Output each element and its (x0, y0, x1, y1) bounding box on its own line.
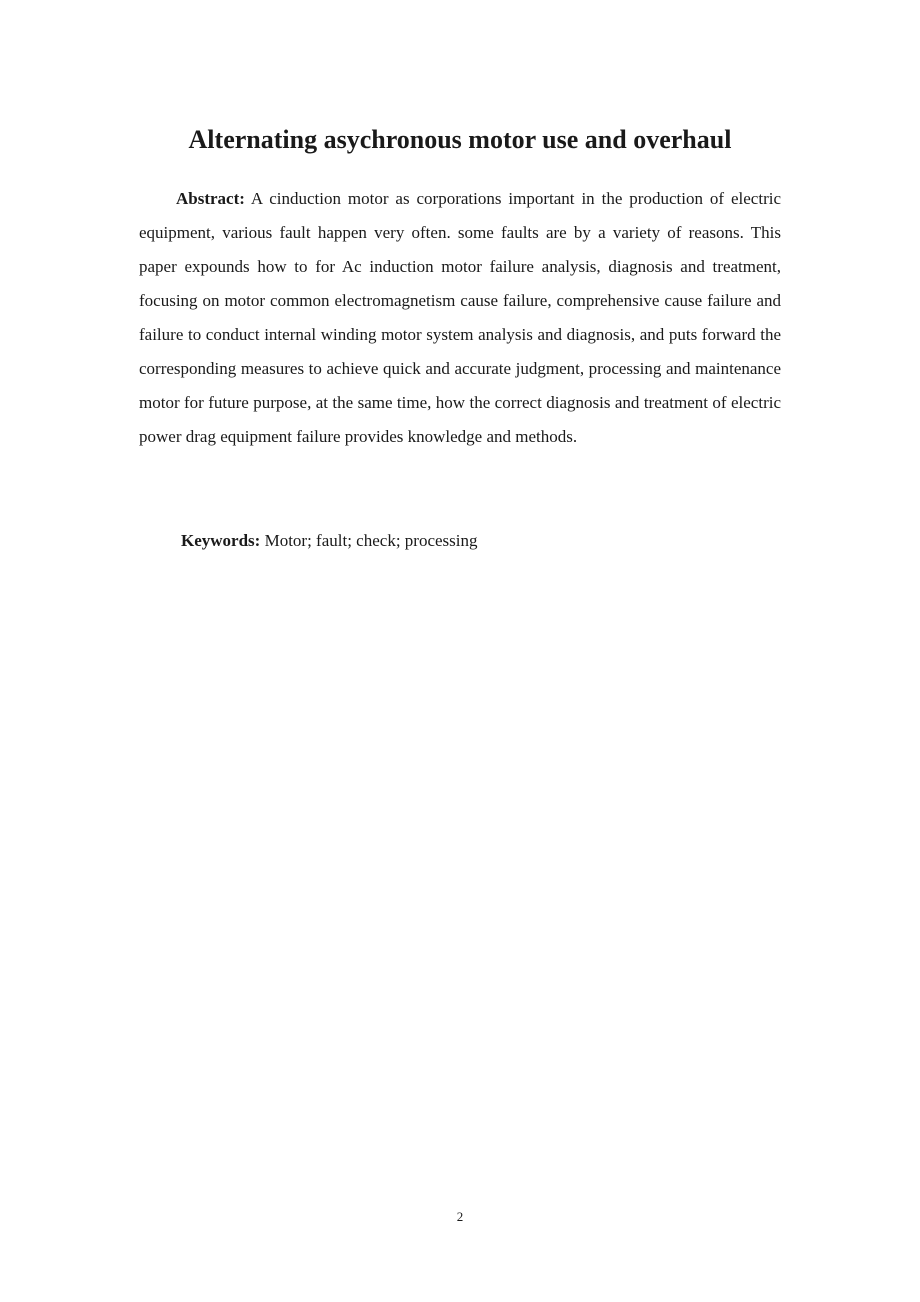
page-number: 2 (456, 1209, 464, 1224)
abstract-paragraph (139, 182, 781, 454)
keywords-text: Motor; fault; check; processing (264, 531, 478, 550)
keywords-label: Keywords: (181, 531, 261, 550)
paper-title: Alternating asychronous motor use and overhaul (188, 125, 732, 154)
abstract-text: A cinduction motor as corporations important in the production of electric equipment, various fault happen very often. some faults are by a variety of reasons. This paper expounds how to for Ac induction motor failure analysis, diagnosis and treatment, focusing on motor common electromagnetism cause failure, comprehensive cause failure and failure to conduct internal winding motor system analysis and diagnosis, and puts forward the corresponding measures to achieve quick and accurate judgment, processing and maintenance motor for future purpose, at the same time, how the correct diagnosis and treatment of electric power drag equipment failure provides knowledge and methods. (139, 189, 781, 446)
abstract-label: Abstract: (176, 189, 245, 208)
keywords-line (181, 524, 478, 558)
